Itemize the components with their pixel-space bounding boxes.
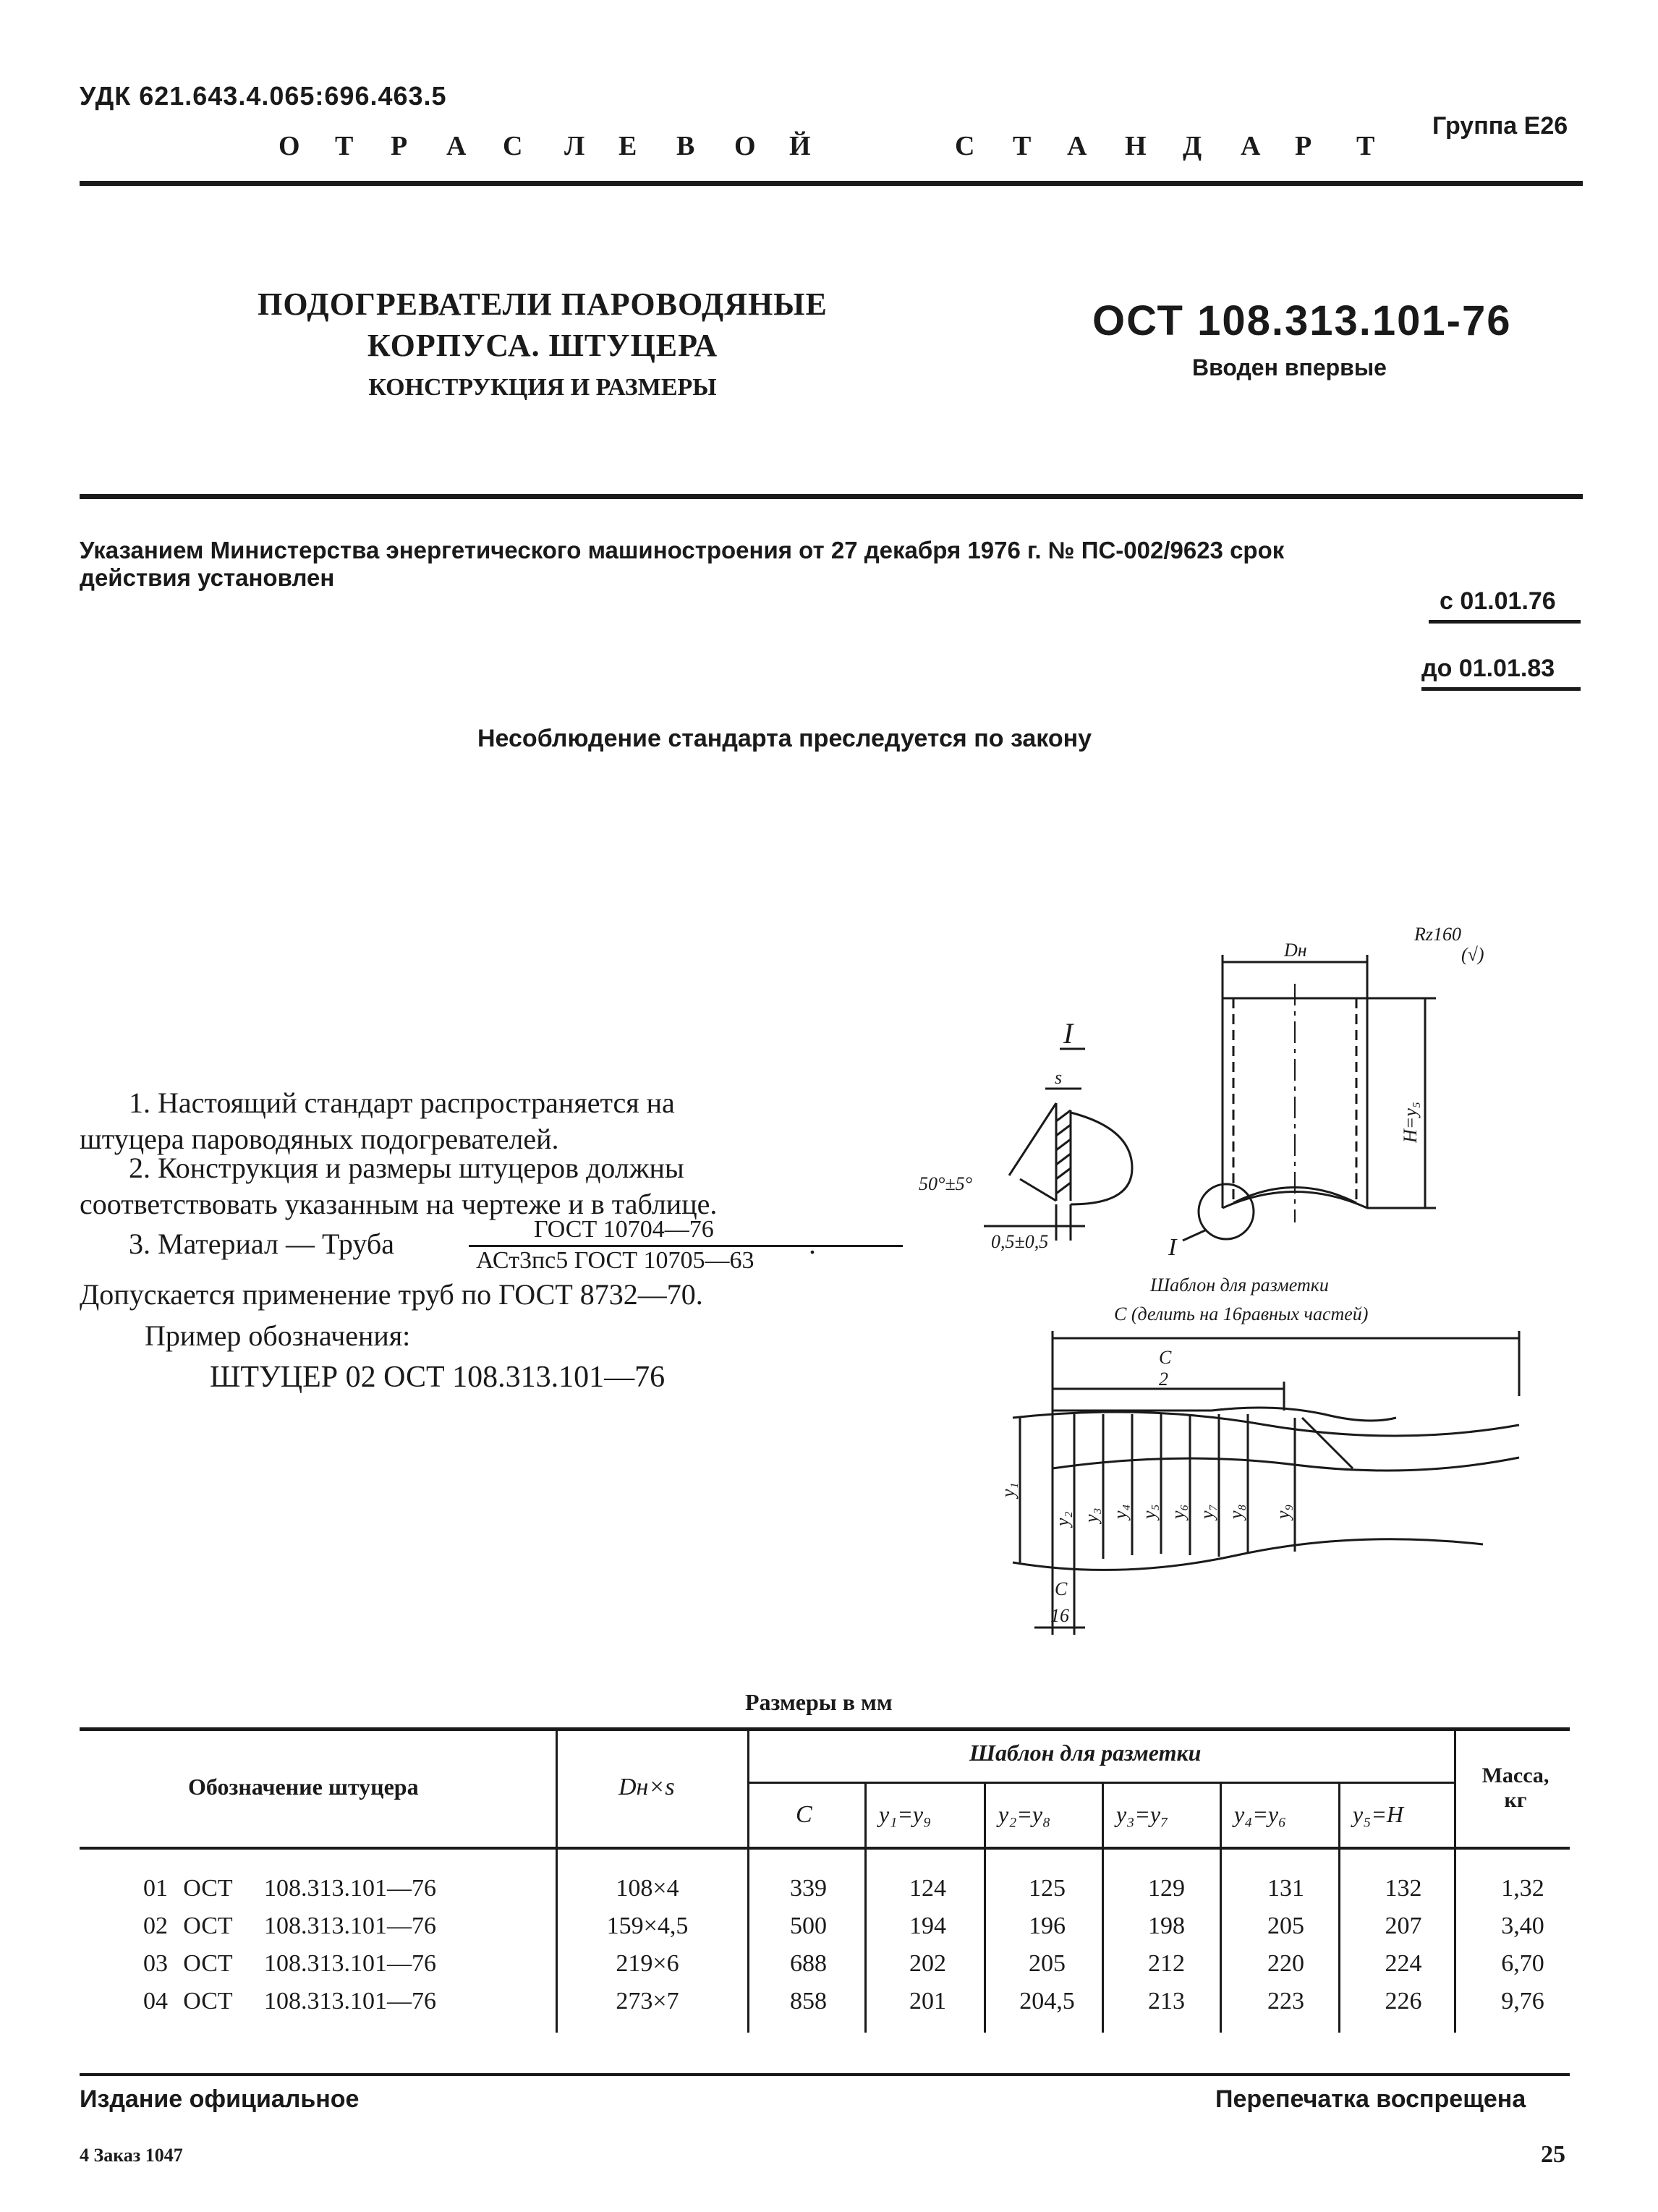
clause-1-line-1: 1. Настоящий стандарт распространяется на bbox=[129, 1086, 675, 1119]
banner-letter: С bbox=[955, 131, 975, 161]
y9-label: y₉ bbox=[1272, 1504, 1293, 1519]
header-mass: Масса, кг bbox=[1481, 1764, 1549, 1812]
title-line-1: ПОДОГРЕВАТЕЛИ ПАРОВОДЯНЫЕ bbox=[258, 286, 828, 322]
header-template: Шаблон для разметки bbox=[969, 1740, 1202, 1766]
banner-letter: В bbox=[676, 131, 695, 161]
table-cell-y4: 220 bbox=[1267, 1950, 1304, 1977]
table-cell-y1: 124 bbox=[909, 1875, 946, 1902]
table-cell-y5: 132 bbox=[1385, 1875, 1422, 1902]
header-designation: Обозначение штуцера bbox=[188, 1774, 419, 1800]
group-code: Группа Е26 bbox=[1432, 112, 1568, 140]
angle-label: 50°±5° bbox=[919, 1173, 973, 1194]
table-top-rule bbox=[80, 1727, 1570, 1731]
template-diagonal bbox=[1302, 1418, 1353, 1468]
y5-label: y₅ bbox=[1139, 1504, 1160, 1519]
valid-from-underline bbox=[1429, 620, 1581, 624]
detail-callout-circle bbox=[1199, 1184, 1254, 1239]
table-cell-ost: ОСТ bbox=[183, 1988, 233, 2015]
table-cell-c: 688 bbox=[790, 1950, 827, 1977]
table-cell-y5: 226 bbox=[1385, 1988, 1422, 2015]
banner-letter: О bbox=[279, 131, 300, 161]
banner-letter: Л bbox=[564, 131, 585, 161]
banner-letter: О bbox=[734, 131, 756, 161]
banner-letter: Р bbox=[391, 131, 408, 161]
clause-3-suffix: . bbox=[809, 1228, 816, 1260]
table-cell-dxs: 273×7 bbox=[616, 1988, 679, 2015]
clause-2-line-1: 2. Конструкция и размеры штуцеров должны bbox=[129, 1152, 684, 1184]
table-row bbox=[137, 1983, 1584, 2020]
c16-numerator: C bbox=[1055, 1578, 1068, 1599]
official-edition: Издание официальное bbox=[80, 2085, 360, 2113]
header-y5h: y₅=H bbox=[1353, 1801, 1404, 1827]
table-cell-y3: 213 bbox=[1148, 1988, 1185, 2015]
order-number: 4 Заказ 1047 bbox=[80, 2145, 183, 2166]
table-cell-y3: 129 bbox=[1148, 1875, 1185, 1902]
table-cell-dxs: 219×6 bbox=[616, 1950, 679, 1977]
title-line-3: КОНСТРУКЦИЯ И РАЗМЕРЫ bbox=[368, 374, 717, 401]
table-cell-y2: 204,5 bbox=[1019, 1988, 1075, 2015]
table-cell-y4: 205 bbox=[1267, 1913, 1304, 1939]
introduced-note: Вводен впервые bbox=[1192, 354, 1387, 380]
clause-3 bbox=[129, 1216, 852, 1277]
roughness-label: Rz160 bbox=[1414, 924, 1461, 945]
detail-ref-label: I bbox=[1168, 1234, 1177, 1261]
clause-2-line-2: соответствовать указанным на чертеже и в таблице. bbox=[80, 1188, 718, 1220]
no-reprint-note: Перепечатка воспрещена bbox=[1215, 2085, 1526, 2113]
document-title bbox=[181, 286, 904, 401]
table-caption: Размеры в мм bbox=[745, 1689, 893, 1715]
table-cell-num: 02 bbox=[143, 1913, 168, 1939]
header-y2y8: y₂=y₈ bbox=[998, 1801, 1051, 1827]
banner-letter: С bbox=[503, 131, 523, 161]
clause-2 bbox=[80, 1150, 846, 1222]
title-line-2: КОРПУСА. ШТУЦЕРА bbox=[367, 328, 718, 363]
height-label: H=y₅ bbox=[1400, 1102, 1421, 1143]
table-cell-mass: 6,70 bbox=[1501, 1950, 1544, 1977]
table-cell-y3: 212 bbox=[1148, 1950, 1185, 1977]
decree-line-2: действия установлен bbox=[80, 564, 335, 591]
table-cell-num: 01 bbox=[143, 1875, 168, 1902]
banner-letter: Е bbox=[618, 131, 637, 161]
clause-4: Допускается применение труб по ГОСТ 8732—70. bbox=[80, 1278, 703, 1311]
valid-from: с 01.01.76 bbox=[1440, 587, 1556, 615]
table-cell-dxs: 159×4,5 bbox=[606, 1913, 689, 1939]
table-row bbox=[137, 1870, 1584, 1907]
warning-note: Несоблюдение стандарта преследуется по закону bbox=[477, 725, 1092, 752]
c-half-numerator: C bbox=[1159, 1347, 1172, 1368]
table-cell-c: 500 bbox=[790, 1913, 827, 1939]
table-cell-code: 108.313.101—76 bbox=[264, 1913, 436, 1939]
header-y4y6: y₄=y₆ bbox=[1234, 1801, 1287, 1827]
banner-letter: Н bbox=[1125, 131, 1147, 161]
s-label: s bbox=[1055, 1067, 1063, 1088]
banner-letter: Т bbox=[1013, 131, 1032, 161]
template-caption-1: Шаблон для разметки bbox=[1150, 1275, 1329, 1296]
header-c: C bbox=[796, 1801, 812, 1828]
table-row bbox=[137, 1945, 1584, 1983]
table-cell-c: 858 bbox=[790, 1988, 827, 2015]
technical-drawing bbox=[890, 919, 1541, 1642]
banner-letter: Д bbox=[1183, 131, 1202, 161]
banner-letter: Й bbox=[789, 131, 811, 161]
table-cell-y5: 207 bbox=[1385, 1913, 1422, 1939]
template-caption-2: С (делить на 16равных частей) bbox=[1114, 1303, 1369, 1324]
table-cell-code: 108.313.101—76 bbox=[264, 1875, 436, 1902]
table-cell-ost: ОСТ bbox=[183, 1913, 233, 1939]
valid-to-underline bbox=[1421, 687, 1581, 691]
banner-letter: Р bbox=[1295, 131, 1312, 161]
banner-letter: Т bbox=[335, 131, 354, 161]
y7-label: y₇ bbox=[1196, 1504, 1217, 1519]
header-y1y9: y₁=y₉ bbox=[879, 1801, 932, 1827]
table-cell-mass: 1,32 bbox=[1501, 1875, 1544, 1902]
decree-line-1: Указанием Министерства энергетического машиностроения от 27 декабря 1976 г. № ПС-002/9623 срок bbox=[80, 537, 1285, 563]
banner-letter: А bbox=[1241, 131, 1261, 161]
table-cell-y3: 198 bbox=[1148, 1913, 1185, 1939]
y4-label: y₄ bbox=[1110, 1504, 1131, 1519]
clause-1-line-2: штуцера пароводяных подогревателей. bbox=[80, 1123, 559, 1155]
valid-to: до 01.01.83 bbox=[1421, 655, 1555, 682]
example-designation: ШТУЦЕР 02 ОСТ 108.313.101—76 bbox=[210, 1361, 666, 1394]
c16-denominator: 16 bbox=[1050, 1605, 1069, 1626]
table-header-rule bbox=[80, 1847, 1570, 1850]
table-cell-code: 108.313.101—76 bbox=[264, 1988, 436, 2015]
table-cell-y2: 125 bbox=[1029, 1875, 1066, 1902]
detail-callout-leader bbox=[1183, 1230, 1207, 1241]
y2-label: y₂ bbox=[1052, 1511, 1073, 1526]
template-break-bottom bbox=[1053, 1458, 1519, 1471]
angle-leader bbox=[1020, 1179, 1056, 1201]
table-cell-mass: 9,76 bbox=[1501, 1988, 1544, 2015]
header-dxs: Dн×s bbox=[618, 1774, 675, 1800]
table-cell-y2: 205 bbox=[1029, 1950, 1066, 1977]
table-cell-y1: 202 bbox=[909, 1950, 946, 1977]
table-cell-y1: 201 bbox=[909, 1988, 946, 2015]
table-bottom-rule bbox=[80, 2073, 1570, 2076]
table-cell-y4: 131 bbox=[1267, 1875, 1304, 1902]
banner-letter: А bbox=[1067, 131, 1087, 161]
title-rule bbox=[80, 494, 1583, 499]
table-cell-ost: ОСТ bbox=[183, 1875, 233, 1902]
detail-outline bbox=[1071, 1113, 1132, 1204]
bevel-line bbox=[1009, 1103, 1056, 1175]
table-cell-mass: 3,40 bbox=[1501, 1913, 1544, 1939]
y3-label: y₃ bbox=[1081, 1507, 1102, 1523]
table-subheader-rule bbox=[747, 1782, 1456, 1784]
roughness-suffix: (√) bbox=[1461, 944, 1484, 965]
udk-code: УДК 621.643.4.065:696.463.5 bbox=[80, 81, 447, 111]
table-cell-y1: 194 bbox=[909, 1913, 946, 1939]
clause-3-prefix: 3. Материал — Труба bbox=[129, 1228, 394, 1260]
template-break-top bbox=[1013, 1412, 1519, 1436]
y1-label: y₁ bbox=[998, 1482, 1019, 1497]
banner-letter: Т bbox=[1356, 131, 1375, 161]
table-cell-num: 04 bbox=[143, 1988, 168, 2015]
example-label: Пример обозначения: bbox=[145, 1319, 411, 1352]
material-fraction-numerator: ГОСТ 10704—76 bbox=[534, 1216, 714, 1243]
detail-mark-label: I bbox=[1063, 1017, 1074, 1050]
table-cell-num: 03 bbox=[143, 1950, 168, 1977]
header-y3y7: y₃=y₇ bbox=[1116, 1801, 1169, 1827]
header-rule bbox=[80, 181, 1583, 186]
page-number: 25 bbox=[1541, 2141, 1565, 2168]
table-cell-code: 108.313.101—76 bbox=[264, 1950, 436, 1977]
table-cell-dxs: 108×4 bbox=[616, 1875, 679, 1902]
y8-label: y₈ bbox=[1225, 1504, 1246, 1519]
table-cell-y5: 224 bbox=[1385, 1950, 1422, 1977]
table-row bbox=[137, 1907, 1584, 1945]
chamfer-label: 0,5±0,5 bbox=[991, 1231, 1049, 1252]
y6-label: y₆ bbox=[1168, 1504, 1189, 1519]
c-half-denominator: 2 bbox=[1159, 1369, 1168, 1390]
standard-type-banner bbox=[279, 130, 1375, 166]
wall-hatching bbox=[1056, 1110, 1071, 1194]
dn-label: Dн bbox=[1284, 940, 1307, 961]
table-cell-ost: ОСТ bbox=[183, 1950, 233, 1977]
table-cell-y2: 196 bbox=[1029, 1913, 1066, 1939]
dimensions-table bbox=[137, 1870, 1584, 2020]
banner-letter: А bbox=[446, 131, 467, 161]
material-fraction-denominator: АСт3пс5 ГОСТ 10705—63 bbox=[476, 1247, 754, 1274]
table-cell-y4: 223 bbox=[1267, 1988, 1304, 2015]
table-cell-c: 339 bbox=[790, 1875, 827, 1902]
clause-1 bbox=[80, 1085, 846, 1157]
standard-code: ОСТ 108.313.101-76 bbox=[1092, 297, 1512, 344]
